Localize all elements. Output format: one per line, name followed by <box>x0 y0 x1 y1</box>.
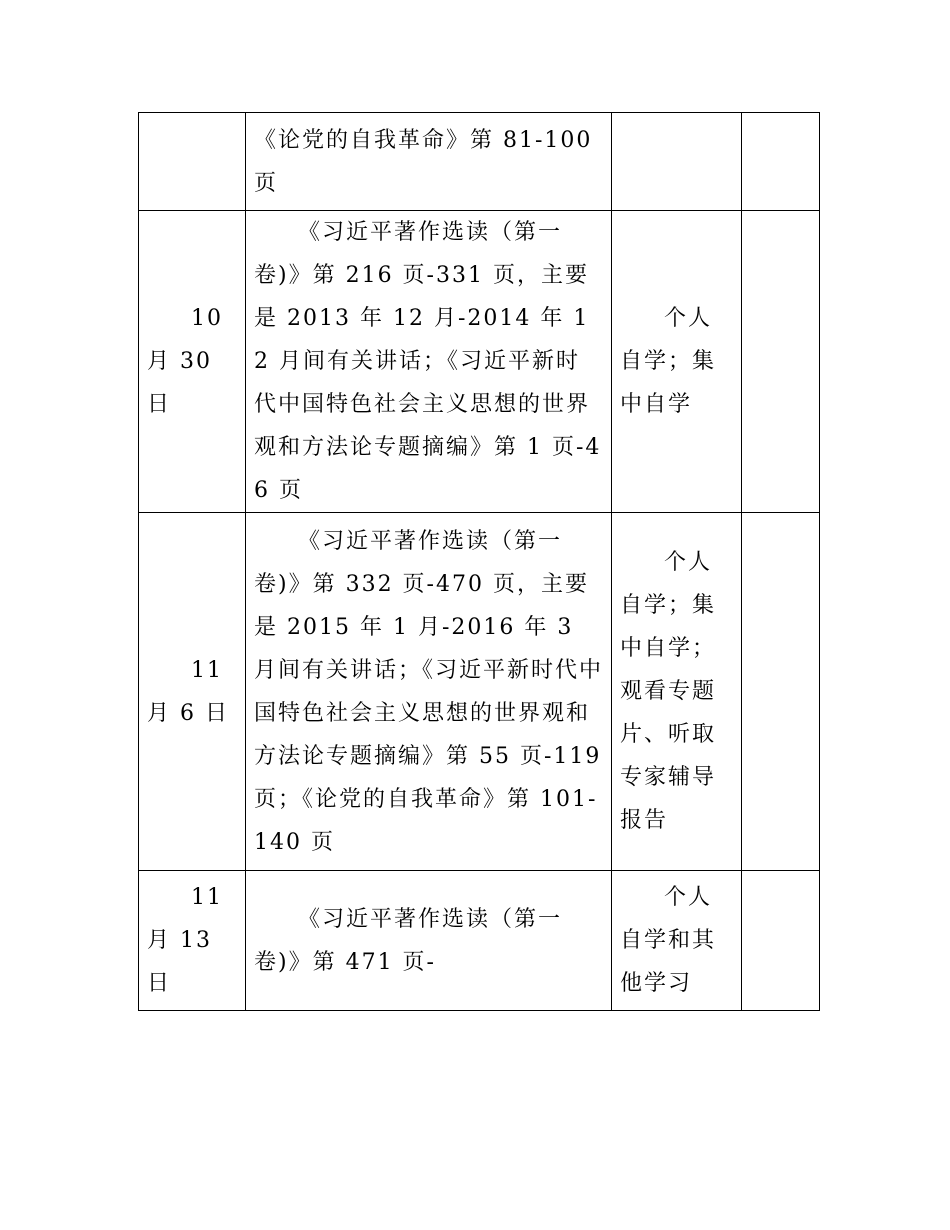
note-cell <box>742 513 820 871</box>
date-cell: 10 月 30 日 <box>139 211 246 513</box>
table-row <box>139 211 820 513</box>
method-cell <box>612 113 742 211</box>
content-cell: 《习近平著作选读（第一卷)》第 332 页-470 页，主要是 2015 年 1 月-2016 年 3 月间有关讲话；《习近平新时代中国特色社会主义思想的世界观和方法论专题摘编》第 55 页-119 页；《论党的自我革命》第 101-140 页 <box>246 513 612 871</box>
table-row <box>139 113 820 211</box>
note-cell <box>742 211 820 513</box>
content-cell: 《论党的自我革命》第 81-100 页 <box>246 113 612 211</box>
date-cell: 11 月 13 日 <box>139 871 246 1011</box>
content-cell: 《习近平著作选读（第一卷)》第 216 页-331 页，主要是 2013 年 12 月-2014 年 12 月间有关讲话；《习近平新时代中国特色社会主义思想的世界观和方法论专题摘编》第 1 页-46 页 <box>246 211 612 513</box>
table-row <box>139 871 820 1011</box>
method-cell: 个人自学和其他学习 <box>612 871 742 1011</box>
date-cell <box>139 113 246 211</box>
method-cell: 个人自学；集中自学 <box>612 211 742 513</box>
method-cell: 个人自学；集中自学；观看专题片、听取专家辅导报告 <box>612 513 742 871</box>
note-cell <box>742 113 820 211</box>
content-cell: 《习近平著作选读（第一卷)》第 471 页- <box>246 871 612 1011</box>
date-cell: 11 月 6 日 <box>139 513 246 871</box>
note-cell <box>742 871 820 1011</box>
study-schedule-table <box>138 112 820 1011</box>
table-row <box>139 513 820 871</box>
